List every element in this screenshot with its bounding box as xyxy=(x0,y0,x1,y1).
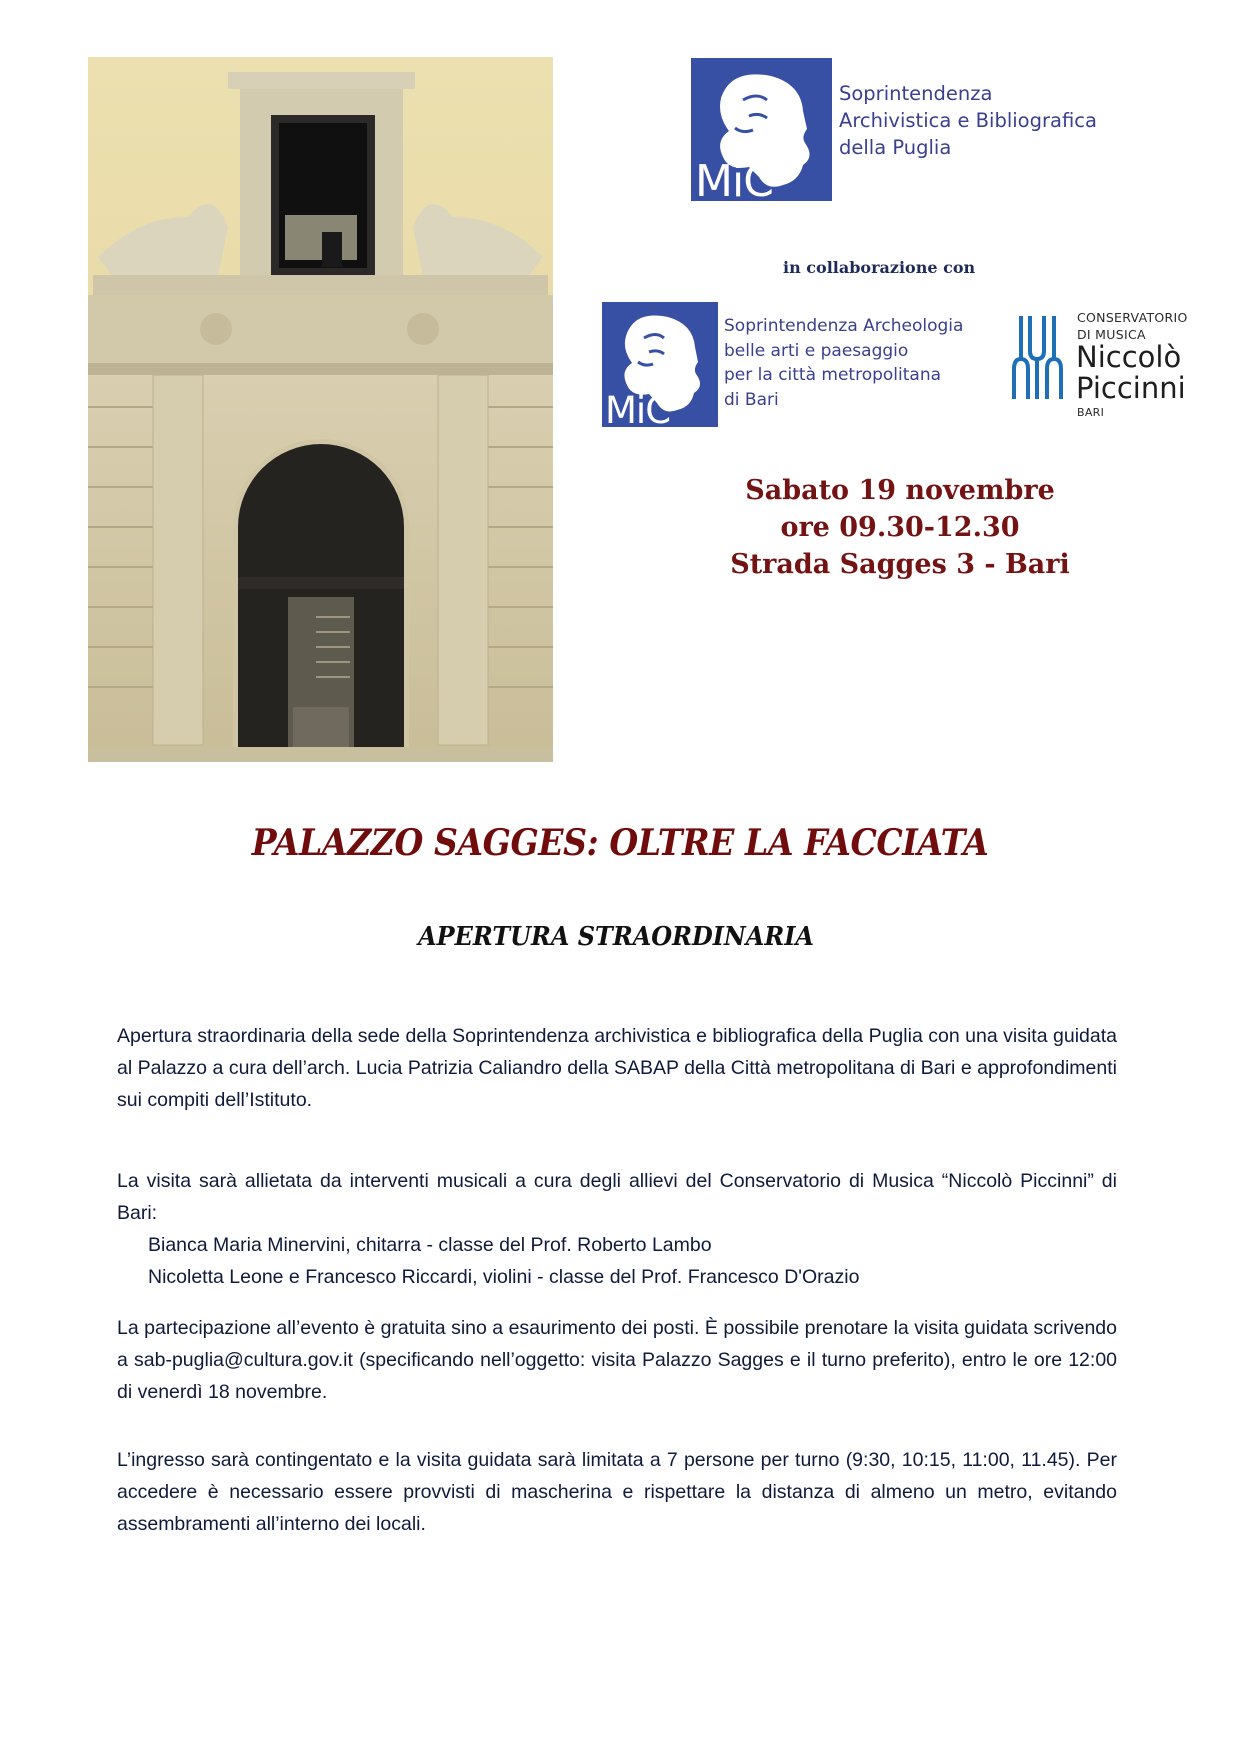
event-address: Strada Sagges 3 - Bari xyxy=(730,549,1070,580)
org-name-line: Archivistica e Bibliografica xyxy=(839,109,1097,132)
booking-text-start: La partecipazione all’evento è gratuita sino a esaurimento dei posti. È possibile prenotare la visita guidata scrivendo a xyxy=(117,1317,1117,1371)
access-paragraph xyxy=(117,1444,1117,1540)
org-name-line: belle arti e paesaggio xyxy=(724,340,909,361)
org-name-line: di Bari xyxy=(724,389,779,410)
sabap-bari-name xyxy=(724,314,963,412)
mic-logo-text: MiC xyxy=(605,389,671,427)
event-details xyxy=(690,472,1110,583)
performer-item: Bianca Maria Minervini, chitarra - classe del Prof. Roberto Lambo xyxy=(148,1234,712,1256)
access-text: L’ingresso sarà contingentato e la visita guidata sarà limitata a 7 persone per turno (9:30, 10:15, 11:00, 11.45). Per accedere è necessario essere provvisti di mascherina e rispettare la distanza di almeno un metro, evitando assembramenti all’interno dei locali. xyxy=(117,1449,1117,1535)
org-name-line: Soprintendenza Archeologia xyxy=(724,316,964,336)
city-label: BARI xyxy=(1077,406,1105,419)
org-name-line: della Puglia xyxy=(839,136,952,159)
intro-paragraph xyxy=(117,1020,1117,1116)
intro-text: Apertura straordinaria della sede della Soprintendenza archivistica e bibliografica della Puglia con una visita guidata al Palazzo a cura dell’arch. Lucia Patrizia Caliandro della SABAP della Città metropolitana di Bari e approfondimenti sui compiti dell’Istituto. xyxy=(117,1025,1117,1111)
org-name-line: per la città metropolitana xyxy=(724,365,942,385)
booking-email-link[interactable]: sab-puglia@cultura.gov.it xyxy=(134,1349,353,1371)
music-label: DI MUSICA xyxy=(1077,327,1146,342)
music-text: La visita sarà allietata da interventi musicali a cura degli allievi del Conservatorio di Musica “Niccolò Piccinni” di Bari: xyxy=(117,1170,1117,1224)
palazzo-facade-photo xyxy=(88,57,553,762)
collaboration-label: in collaborazione con xyxy=(783,258,976,277)
org-name-line: Soprintendenza xyxy=(839,82,993,105)
name-piccinni: Piccinni xyxy=(1076,371,1186,405)
event-time: ore 09.30-12.30 xyxy=(780,512,1020,543)
page-subtitle: APERTURA STRAORDINARIA xyxy=(418,922,814,952)
music-paragraph xyxy=(117,1165,1117,1293)
building-photo-icon xyxy=(88,57,553,762)
organ-pipes-icon xyxy=(1010,311,1065,399)
name-niccolo: Niccolò xyxy=(1076,340,1182,374)
mic-logo-sab-puglia xyxy=(691,58,832,201)
conservatorio-label: CONSERVATORIO xyxy=(1077,310,1188,325)
mic-logo-text: MiC xyxy=(695,156,773,201)
conservatorio-logo xyxy=(1005,306,1205,426)
booking-text xyxy=(117,1312,1117,1408)
sab-puglia-name xyxy=(839,80,1097,161)
event-date: Sabato 19 novembre xyxy=(745,475,1055,506)
page-title: PALAZZO SAGGES: OLTRE LA FACCIATA xyxy=(251,822,989,864)
booking-paragraph xyxy=(117,1312,1117,1408)
booking-text-end: (specificando nell’oggetto: visita Palazzo Sagges e il turno preferito), entro le ore 12:00 di venerdì 18 novembre. xyxy=(117,1349,1118,1403)
performer-item: Nicoletta Leone e Francesco Riccardi, violini - classe del Prof. Francesco D'Orazio xyxy=(148,1266,860,1288)
mic-logo-sabap-bari xyxy=(602,302,718,427)
